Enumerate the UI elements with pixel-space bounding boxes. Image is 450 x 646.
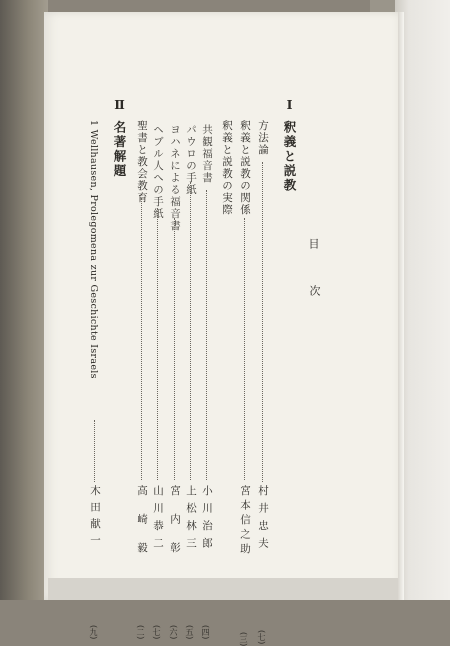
page-edge-shadow (398, 12, 404, 600)
toc-entry[interactable] (256, 120, 270, 645)
leader-dots (174, 218, 175, 480)
entry-title: パウロの手紙 (185, 124, 197, 196)
entry-author: 木田献一 (89, 485, 101, 551)
entry-title: ヨハネによる福音書 (169, 124, 181, 232)
toc-entry[interactable] (88, 120, 102, 640)
toc-entry[interactable] (200, 120, 214, 640)
entry-page: (三) (239, 632, 248, 646)
leader-dots (141, 198, 142, 480)
entry-author: 上松林三 (185, 485, 197, 555)
entry-title: 釈義と説教の実際 (221, 120, 233, 216)
entry-author: 宮本信之助 (239, 485, 251, 558)
page-bottom-strip (48, 578, 398, 600)
toc-entry[interactable] (151, 120, 165, 640)
entry-page: (七) (257, 630, 266, 645)
leader-dots (157, 208, 158, 480)
entry-page: (五) (185, 625, 194, 640)
entry-title: 聖書と教会教育 (136, 120, 148, 204)
toc-entry[interactable] (220, 120, 234, 530)
toc-heading-char-1: 目 (307, 238, 320, 249)
toc-entry[interactable] (184, 120, 198, 640)
leader-dots (244, 218, 245, 480)
entry-title: 釈義と説教の関係 (239, 120, 251, 216)
toc-entry[interactable] (135, 120, 149, 640)
entry-page: (二) (136, 625, 145, 640)
entry-title: ヘブル人への手紙 (152, 124, 164, 220)
leader-dots (262, 162, 263, 482)
section-1-label: Ⅰ 釈義と説教 (282, 97, 297, 193)
entry-author: 村井忠夫 (257, 485, 269, 555)
entry-author: 山川恭二 (152, 485, 164, 555)
entry-author: 高崎毅 (136, 485, 148, 571)
leader-dots (190, 182, 191, 480)
entry-title: 方法論 (257, 120, 269, 156)
leader-dots (94, 420, 95, 482)
section-2-label: Ⅱ 名著解題 (112, 97, 127, 179)
toc-entry[interactable] (238, 120, 252, 646)
toc-heading-char-2: 次 (308, 285, 321, 296)
entry-title: 1 Wellhausen, Prolegomena zur Geschichte Israels (88, 120, 99, 379)
entry-page: (七) (152, 625, 161, 640)
leader-dots (206, 190, 207, 480)
entry-title: 共観福音書 (201, 124, 213, 184)
toc-entry[interactable] (168, 120, 182, 640)
entry-author: 小川治郎 (201, 485, 213, 555)
entry-page: (六) (169, 625, 178, 640)
entry-page: (四) (201, 625, 210, 640)
background-left (0, 0, 48, 600)
entry-page: (九) (89, 625, 98, 640)
entry-author: 宮内彰 (169, 485, 181, 571)
